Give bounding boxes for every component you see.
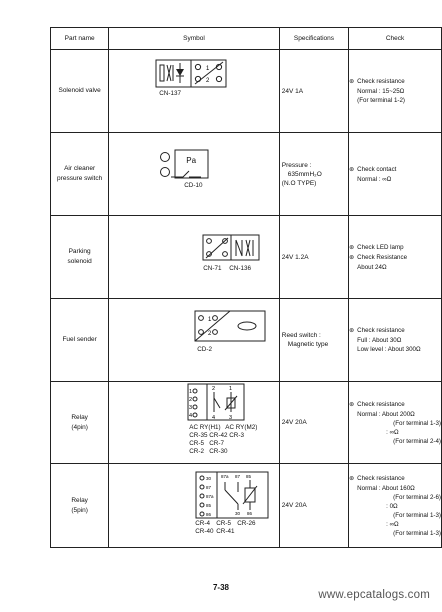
svg-text:1: 1 (206, 66, 210, 72)
check-text: Normal : About 200Ω (357, 410, 415, 418)
svg-text:2: 2 (208, 331, 212, 337)
spec-text: 24V 1A (281, 87, 304, 95)
svg-text:2: 2 (212, 386, 216, 392)
part-name-text: Solenoid valve (58, 87, 101, 94)
asterisk-circle-icon: ⊛ (349, 401, 355, 408)
part-name-cell (51, 216, 109, 299)
symbol-cell (109, 464, 280, 548)
svg-text:4: 4 (189, 413, 193, 419)
part-name-cell (51, 464, 109, 548)
part-name-cell (51, 382, 109, 464)
symbol-cell (109, 216, 280, 299)
check-text: (For terminal 1-3) (393, 511, 441, 519)
check-text: Full : About 30Ω (357, 337, 402, 344)
symbol-cell (109, 133, 280, 216)
check-text: Check resistance (357, 400, 405, 408)
symbol-label: CN-71 (203, 265, 222, 272)
asterisk-circle-icon: ⊛ (349, 254, 355, 261)
check-text: About 24Ω (357, 263, 387, 271)
table-row-air-cleaner-switch (51, 133, 442, 216)
check-text: (For terminal 1-3) (393, 529, 441, 537)
svg-text:86: 86 (247, 511, 253, 516)
table-row-relay-5pin (51, 464, 442, 548)
check-text: Check contact (357, 165, 397, 173)
header-specifications: Specifications (279, 28, 348, 50)
check-text: (For terminal 2-6) (393, 493, 441, 501)
parking-solenoid-symbol-icon (109, 216, 282, 298)
table-row-relay-4pin (51, 382, 442, 464)
symbol-label: CD-2 (197, 346, 212, 353)
symbol-cell (109, 382, 280, 464)
part-name-text: Fuel sender (62, 336, 97, 343)
header-part-name: Part name (51, 28, 109, 50)
check-text: : 0Ω (386, 502, 398, 510)
svg-text:3: 3 (229, 415, 233, 421)
svg-text:2: 2 (189, 397, 193, 403)
check-text: Check LED lamp (357, 243, 404, 251)
svg-text:87: 87 (206, 485, 212, 490)
svg-text:86: 86 (206, 512, 212, 517)
spec-cell (279, 382, 348, 464)
spec-text: Magnetic type (287, 341, 329, 348)
check-text: Normal : 15~25Ω (357, 88, 405, 95)
part-name-text: (4pin) (71, 423, 88, 431)
spec-cell (279, 464, 348, 548)
spec-text: 24V 20A (281, 502, 307, 509)
check-text: Normal : About 160Ω (357, 484, 415, 492)
part-name-text: Parking (68, 248, 91, 255)
spec-text: 24V 20A (281, 419, 307, 426)
check-text: : ∞Ω (386, 520, 399, 528)
table-row-solenoid-valve (51, 50, 442, 133)
spec-text: (N.O TYPE) (281, 179, 317, 187)
spec-cell (279, 216, 348, 299)
symbol-label: CR-42 (209, 432, 228, 439)
svg-text:87: 87 (235, 474, 241, 479)
table-header-row (51, 28, 442, 50)
table-row-parking-solenoid (51, 216, 442, 299)
svg-text:30: 30 (206, 476, 212, 481)
spec-cell (279, 299, 348, 382)
part-name-text: Relay (71, 413, 88, 421)
symbol-label: CR-40 (195, 528, 214, 535)
symbol-label: CN-136 (229, 265, 251, 272)
table-row-fuel-sender (51, 299, 442, 382)
symbol-label: CR-2 (189, 448, 204, 455)
check-text: Check Resistance (357, 253, 408, 261)
check-line (349, 165, 441, 175)
check-text: Low level : About 300Ω (357, 346, 421, 353)
spec-text: Reed switch : (281, 332, 321, 339)
check-text: (For terminal 1-2) (357, 97, 405, 104)
check-cell (349, 133, 442, 216)
check-cell (349, 382, 442, 464)
check-line (349, 253, 441, 263)
svg-text:87a: 87a (221, 474, 229, 479)
check-text: Check resistance (357, 474, 405, 482)
asterisk-circle-icon: ⊛ (349, 328, 355, 334)
watermark-text: www.epcatalogs.com (318, 589, 430, 601)
svg-text:30: 30 (235, 511, 241, 516)
check-line (349, 400, 441, 410)
check-line (349, 474, 441, 484)
check-cell (349, 216, 442, 299)
asterisk-circle-icon: ⊛ (349, 475, 355, 482)
symbol-label: CR-35 (189, 432, 208, 439)
symbol-label: CN-137 (159, 90, 181, 97)
part-name-text: pressure switch (57, 175, 103, 182)
symbol-label: CR-41 (216, 528, 235, 535)
part-name-cell (51, 133, 109, 216)
symbol-cell (109, 50, 280, 133)
check-cell (349, 464, 442, 548)
check-text: Check resistance (357, 327, 405, 334)
page-number: 7-38 (212, 583, 229, 592)
part-name-text: Relay (71, 496, 88, 504)
check-cell (349, 50, 442, 133)
spec-text: 24V 1.2A (281, 253, 309, 261)
check-text: : ∞Ω (386, 428, 399, 436)
symbol-cell (109, 299, 280, 382)
part-name-text: solenoid (67, 258, 92, 265)
fuel-sender-symbol-icon (109, 299, 282, 381)
svg-text:3: 3 (189, 405, 193, 411)
asterisk-circle-icon: ⊛ (349, 166, 355, 173)
symbol-label: CR-7 (209, 440, 224, 447)
svg-text:4: 4 (212, 415, 216, 421)
check-line (349, 326, 441, 336)
spec-text: 635mmH₂O (287, 170, 322, 178)
header-symbol: Symbol (109, 28, 280, 50)
solenoid-valve-symbol-icon (109, 50, 282, 132)
asterisk-circle-icon: ⊛ (349, 79, 355, 85)
spec-cell (279, 50, 348, 133)
symbol-label: CR-3 (229, 432, 244, 439)
part-name-cell (51, 299, 109, 382)
svg-text:85: 85 (206, 503, 212, 508)
symbol-label: AC RY(M2) (225, 424, 258, 431)
part-name-cell (51, 50, 109, 133)
header-check: Check (349, 28, 442, 50)
component-table (50, 27, 442, 548)
symbol-label: CD-10 (184, 182, 203, 189)
svg-text:1: 1 (229, 386, 233, 392)
svg-text:87a: 87a (206, 494, 214, 499)
symbol-label: CR-26 (237, 520, 256, 527)
check-cell (349, 299, 442, 382)
spec-cell (279, 133, 348, 216)
pressure-switch-symbol-icon (109, 133, 282, 215)
svg-text:1: 1 (208, 317, 212, 323)
svg-text:85: 85 (246, 474, 252, 479)
spec-text: Pressure : (281, 161, 312, 169)
svg-text:2: 2 (206, 78, 210, 84)
symbol-label: CR-5 (189, 440, 204, 447)
symbol-label: CR-4 (195, 520, 210, 527)
check-line (349, 77, 441, 87)
pressure-label: Pa (186, 156, 197, 165)
check-line (349, 243, 441, 253)
symbol-label: CR-5 (216, 520, 231, 527)
svg-text:1: 1 (189, 389, 193, 395)
part-name-text: (5pin) (71, 506, 88, 514)
check-text: (For terminal 2-4) (393, 437, 441, 445)
asterisk-circle-icon: ⊛ (349, 244, 355, 251)
part-name-text: Air cleaner (64, 165, 96, 172)
check-text: (For terminal 1-3) (393, 419, 441, 427)
check-text: Check resistance (357, 78, 405, 85)
symbol-label: CR-30 (209, 448, 228, 455)
symbol-label: AC RY(H1) (189, 424, 221, 431)
check-text: Normal : ∞Ω (357, 175, 392, 183)
